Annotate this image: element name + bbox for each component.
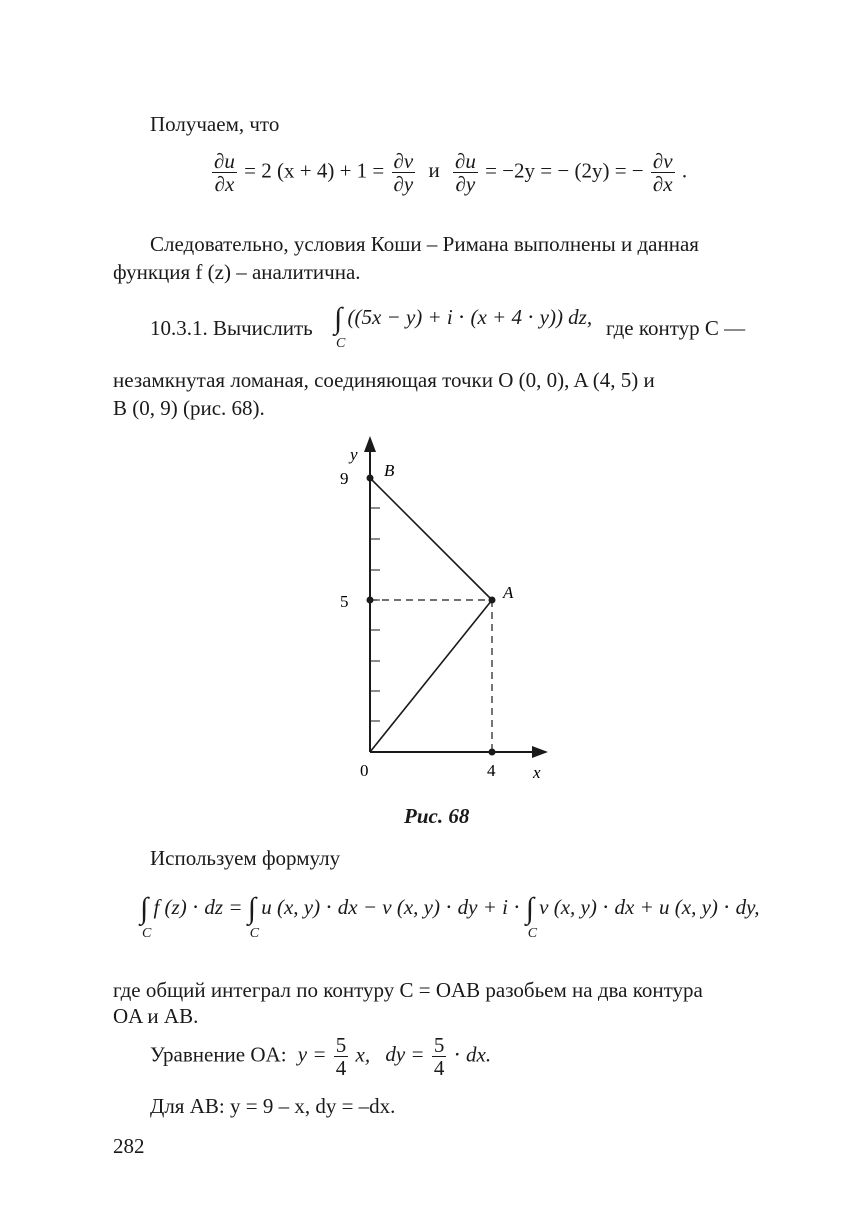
point-label-A: A [503, 583, 514, 602]
equation-part: y = [297, 1042, 327, 1067]
point-label-B: B [384, 461, 395, 480]
integral-contour-label: C [249, 926, 260, 941]
fraction-dv-dy [392, 150, 416, 195]
equation-AB: Для AB: y = 9 – x, dy = –dx. [150, 1094, 396, 1118]
equation-part: = −2y = − (2y) = − [485, 158, 644, 183]
axis-y-label: y [350, 445, 358, 464]
fraction-denominator: ∂y [455, 172, 476, 196]
paragraph-intro: Получаем, что [150, 112, 280, 136]
fraction-du-dy [453, 150, 478, 195]
integral-sign: ∫ C [334, 302, 346, 351]
point-A [489, 597, 496, 604]
equation-part: = 2 (x + 4) + 1 = [244, 158, 385, 183]
fraction-numerator: ∂u [214, 149, 235, 173]
point-x4 [489, 749, 496, 756]
integral-contour-label: C [527, 926, 538, 941]
task-integrand: ((5x − y) + i ⋅ (x + 4 ⋅ y)) dz, [347, 304, 593, 329]
paragraph-conclusion-line1: Следовательно, условия Коши – Римана выполнены и данная [150, 232, 699, 256]
equation-and: и [428, 158, 440, 183]
fraction-denominator: ∂y [393, 172, 414, 196]
equation-part: f (z) ⋅ dz = [153, 894, 243, 919]
point-B [367, 475, 374, 482]
task-contour-text: где контур C — [606, 316, 746, 340]
page-number: 282 [113, 1134, 145, 1158]
integral-sign: ∫ C [140, 892, 152, 941]
integral-contour-label: C [142, 926, 152, 941]
integral-sign: ∫ C [247, 892, 260, 941]
figure-caption: Рис. 68 [404, 804, 470, 828]
task-line2: незамкнутая ломаная, соединяющая точки O (0, 0), A (4, 5) и [113, 368, 655, 392]
task-heading: 10.3.1. Вычислить [150, 316, 313, 340]
fraction-denominator: ∂x [652, 172, 673, 196]
fraction-numerator: ∂u [454, 149, 476, 173]
fraction-denominator: ∂x [214, 172, 235, 196]
y-axis-arrow-icon [364, 436, 376, 452]
paragraph-conclusion-line2: функция f (z) – аналитична. [113, 260, 361, 284]
fraction-denominator: 4 [335, 1056, 347, 1080]
equation-end: . [681, 158, 688, 183]
tick-label-5: 5 [340, 592, 349, 611]
fraction-numerator: 5 [433, 1033, 445, 1057]
fraction-numerator: ∂v [393, 149, 414, 173]
fraction-numerator: ∂v [652, 149, 673, 173]
paragraph-split-line2: OA и AB. [113, 1004, 199, 1028]
axis-x-label: x [533, 763, 541, 782]
segment-OA [370, 600, 492, 752]
fraction-du-dx [212, 150, 237, 195]
integral-contour-label: C [336, 336, 346, 351]
equation-complex-integral [140, 892, 760, 941]
equation-OA-label: Уравнение OA: [150, 1042, 287, 1067]
fraction-dv-dx [651, 150, 675, 195]
fraction-denominator: 4 [433, 1056, 445, 1080]
task-line3: B (0, 9) (рис. 68). [113, 396, 265, 420]
equation-part: x, [355, 1042, 371, 1067]
fraction-numerator: 5 [335, 1033, 347, 1057]
equation-part: v (x, y) ⋅ dx + u (x, y) ⋅ dy, [539, 894, 760, 919]
fraction-5-4 [334, 1034, 349, 1079]
origin-label: 0 [360, 761, 369, 780]
tick-label-9: 9 [340, 469, 349, 488]
segment-AB [370, 478, 492, 600]
fraction-5-4 [432, 1034, 447, 1079]
task-integral [334, 302, 593, 351]
equation-OA [150, 1034, 491, 1079]
figure-68 [320, 430, 560, 790]
y-ticks [370, 508, 380, 721]
paragraph-split-line1: где общий интеграл по контуру C = OAB разобьем на два контура [113, 978, 703, 1002]
tick-label-4: 4 [487, 761, 496, 780]
equation-part: ⋅ dx. [453, 1042, 492, 1067]
x-axis-arrow-icon [532, 746, 548, 758]
equation-part: dy = [385, 1042, 425, 1067]
point-y5 [367, 597, 374, 604]
equation-part: u (x, y) ⋅ dx − v (x, y) ⋅ dy + i ⋅ [261, 894, 521, 919]
paragraph-formula-intro: Используем формулу [150, 846, 341, 870]
equation-cauchy-riemann [210, 150, 687, 195]
integral-sign: ∫ C [525, 892, 538, 941]
